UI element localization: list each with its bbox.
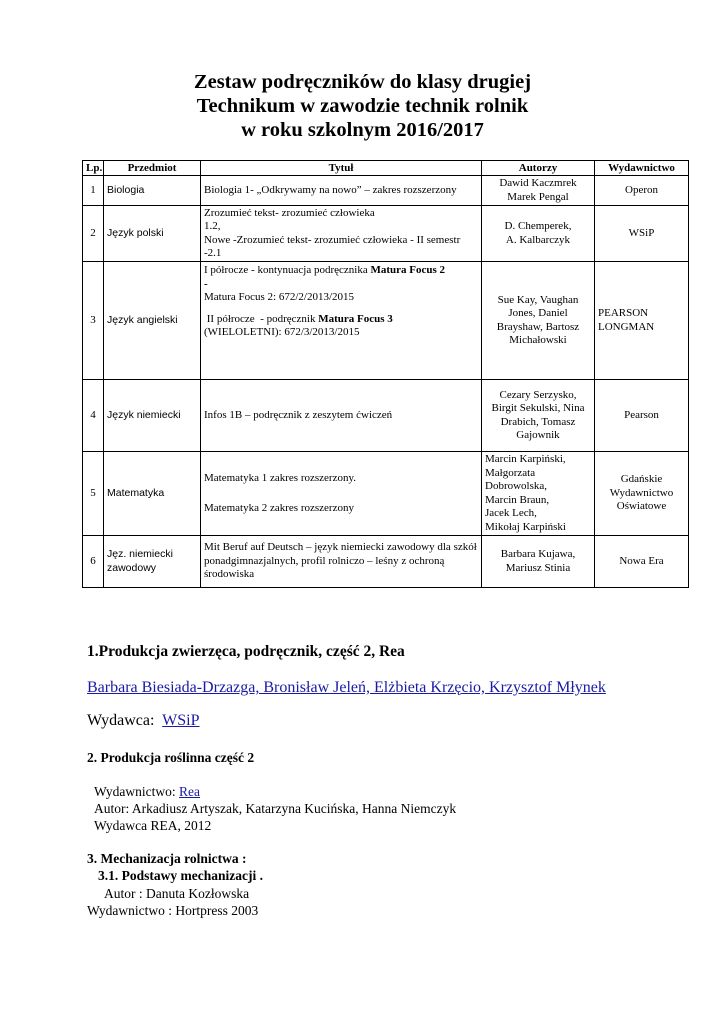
row-title: Infos 1B – podręcznik z zeszytem ćwiczeń — [201, 380, 482, 452]
row-publisher: WSiP — [595, 206, 689, 262]
textbook-table — [82, 160, 689, 588]
row-authors: Cezary Serzysko, Birgit Sekulski, Nina Drabich, Tomasz Gajownik — [482, 380, 595, 452]
publisher-link[interactable]: Rea — [179, 784, 201, 799]
title-line-1: Zestaw podręczników do klasy drugiej — [193, 71, 532, 93]
title-text: II półrocze - podręcznik — [204, 312, 319, 325]
table-row — [83, 452, 689, 536]
section-2-authors: Autor: Arkadiusz Artyszak, Katarzyna Kucińska, Hanna Niemczyk — [94, 801, 457, 816]
title-line: Matematyka 2 zakres rozszerzony — [204, 501, 354, 514]
spacer — [204, 486, 478, 502]
row-lp: 1 — [83, 176, 104, 206]
row-publisher: PEARSON LONGMAN — [595, 262, 689, 380]
row-lp: 6 — [83, 536, 104, 588]
section-3-author: Autor : Danuta Kozłowska — [104, 886, 250, 901]
row-authors: Sue Kay, Vaughan Jones, Daniel Brayshaw, Bartosz Michałowski — [482, 262, 595, 380]
section-2-publisher — [94, 783, 200, 800]
publisher-link[interactable]: WSiP — [162, 712, 200, 729]
section-1-heading: 1.Produkcja zwierzęca, podręcznik, część 2, Rea — [87, 643, 405, 660]
title-line: Nowe -Zrozumieć tekst- zrozumieć człowieka - II semestr -2.1 — [204, 233, 461, 259]
section-1-publisher — [87, 712, 200, 730]
table-header-row — [83, 161, 689, 176]
title-line-2: Technikum w zawodzie technik rolnik — [196, 95, 529, 117]
section-3-heading: 3. Mechanizacja rolnictwa : — [87, 851, 247, 866]
title-line: (WIELOLETNI): 672/3/2013/2015 — [204, 326, 360, 338]
title-line: Matematyka 1 zakres rozszerzony. — [204, 472, 356, 484]
row-title — [201, 206, 482, 262]
row-lp: 4 — [83, 380, 104, 452]
row-title: Biologia 1- „Odkrywamy na nowo” – zakres rozszerzony — [201, 176, 482, 206]
document-title — [0, 70, 725, 142]
section-2-publisher-year: Wydawca REA, 2012 — [94, 818, 212, 833]
row-subject: Biologia — [104, 176, 201, 206]
row-lp: 3 — [83, 262, 104, 380]
table-row — [83, 262, 689, 380]
title-bold-text: Matura Focus 3 — [318, 312, 393, 325]
row-authors: D. Chemperek, A. Kalbarczyk — [482, 206, 595, 262]
table-row — [83, 380, 689, 452]
row-publisher: Pearson — [595, 380, 689, 452]
spacer — [204, 305, 478, 313]
row-subject: Język angielski — [104, 262, 201, 380]
row-publisher: Operon — [595, 176, 689, 206]
title-line — [204, 313, 478, 327]
title-line — [204, 264, 478, 278]
header-publisher: Wydawnictwo — [595, 161, 689, 176]
row-subject: Matematyka — [104, 452, 201, 536]
row-authors: Barbara Kujawa, Mariusz Stinia — [482, 536, 595, 588]
row-authors: Dawid Kaczmrek Marek Pengal — [482, 176, 595, 206]
table-row — [83, 206, 689, 262]
title-line: 1.2, — [204, 220, 221, 232]
table-row — [83, 536, 689, 588]
row-authors: Marcin Karpiński, Małgorzata Dobrowolska, Marcin Braun, Jacek Lech, Mikołaj Karpiński — [482, 452, 595, 536]
header-authors: Autorzy — [482, 161, 595, 176]
header-lp: Lp. — [83, 161, 104, 176]
row-publisher: Gdańskie Wydawnictwo Oświatowe — [595, 452, 689, 536]
title-bold-text: Matura Focus 2 — [370, 264, 445, 276]
row-lp: 5 — [83, 452, 104, 536]
section-3-publisher: Wydawnictwo : Hortpress 2003 — [87, 903, 259, 918]
row-title: Mit Beruf auf Deutsch – język niemiecki zawodowy dla szkół ponadgimnazjalnych, profil rolniczo – leśny z ochroną środowiska — [201, 536, 482, 588]
title-line: - — [204, 277, 208, 290]
row-publisher: Nowa Era — [595, 536, 689, 588]
section-2-heading: 2. Produkcja roślinna część 2 — [87, 750, 255, 765]
title-line: Matura Focus 2: 672/2/2013/2015 — [204, 291, 355, 303]
title-line: Zrozumieć tekst- zrozumieć człowieka — [204, 206, 375, 219]
row-title — [201, 452, 482, 536]
title-line-3: w roku szkolnym 2016/2017 — [241, 119, 484, 141]
section-1-authors-link[interactable]: Barbara Biesiada-Drzazga, Bronisław Jeleń, Elżbieta Krzęcio, Krzysztof Młynek — [87, 679, 606, 696]
section-3-subheading: 3.1. Podstawy mechanizacji . — [98, 868, 263, 883]
publisher-label: Wydawca: — [87, 712, 163, 729]
publisher-label: Wydawnictwo: — [94, 784, 180, 799]
title-text: I półrocze - kontynuacja podręcznika — [204, 264, 371, 276]
row-subject: Język polski — [104, 206, 201, 262]
row-subject: Język niemiecki — [104, 380, 201, 452]
row-title — [201, 262, 482, 380]
header-subject: Przedmiot — [104, 161, 201, 176]
row-lp: 2 — [83, 206, 104, 262]
table-row — [83, 176, 689, 206]
header-title: Tytuł — [201, 161, 482, 176]
row-subject: Jęz. niemiecki zawodowy — [104, 536, 201, 588]
